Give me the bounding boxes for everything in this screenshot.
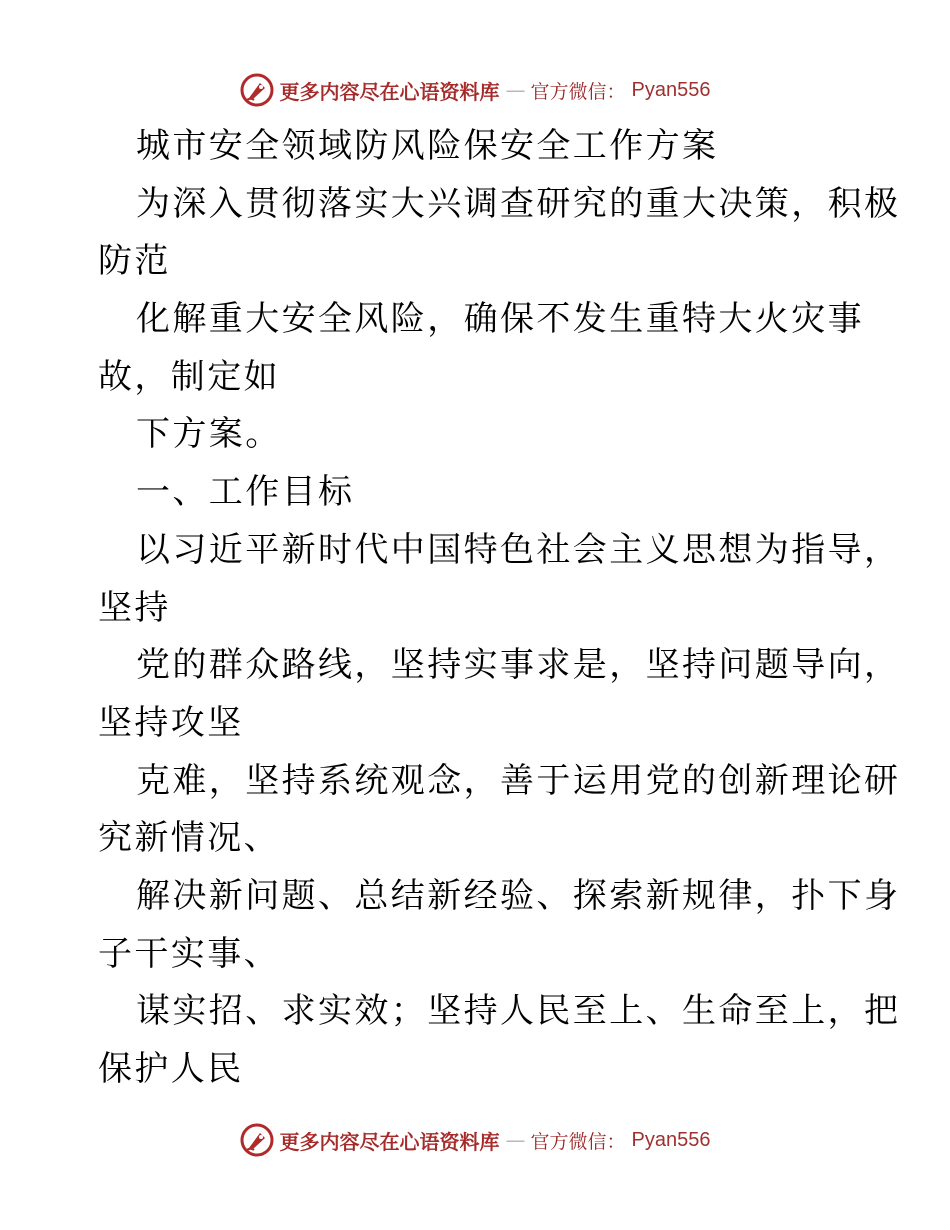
banner-wechat-id: Pyan556 [631, 1128, 711, 1151]
banner-separator: — [505, 1128, 525, 1152]
document-line: 防范 [98, 241, 171, 282]
document-line: 一、工作目标 [136, 472, 355, 513]
document-line: 子干实事、 [98, 933, 280, 974]
pen-nib-logo-icon [240, 73, 274, 107]
pen-nib-logo-icon [240, 1123, 274, 1157]
document-line: 城市安全领域防风险保安全工作方案 [136, 126, 719, 166]
banner-title: 更多内容尽在心语资料库 [279, 79, 500, 104]
document-line: 谋实招、求实效；坚持人民至上、生命至上，把 [136, 991, 901, 1032]
document-line: 坚持攻坚 [98, 702, 244, 743]
document-line: 化解重大安全风险，确保不发生重特大火灾事 [136, 299, 864, 340]
document-line: 党的群众路线，坚持实事求是，坚持问题导向， [136, 645, 901, 686]
banner-separator: — [505, 78, 525, 102]
banner-title: 更多内容尽在心语资料库 [279, 1129, 500, 1154]
document-line: 解决新问题、总结新经验、探索新规律，扑下身 [136, 875, 901, 916]
footer-banner-content [240, 1123, 711, 1157]
banner-wechat-label: 官方微信： [530, 1130, 626, 1153]
document-body [98, 118, 901, 1099]
document-line: 以习近平新时代中国特色社会主义思想为指导， [136, 529, 901, 570]
document-line: 究新情况、 [98, 818, 280, 859]
header-banner-content [240, 73, 711, 107]
banner-wechat-id: Pyan556 [631, 78, 711, 101]
document-line: 故，制定如 [98, 356, 280, 397]
document-line: 下方案。 [136, 414, 282, 455]
document-line: 为深入贯彻落实大兴调查研究的重大决策，积极 [136, 183, 901, 224]
banner-wechat-label: 官方微信： [530, 80, 626, 103]
header-banner [0, 70, 950, 110]
footer-banner [0, 1120, 950, 1160]
document-line: 克难，坚持系统观念，善于运用党的创新理论研 [136, 760, 901, 801]
document-line: 保护人民 [98, 1049, 244, 1089]
document-line: 坚持 [98, 587, 171, 628]
